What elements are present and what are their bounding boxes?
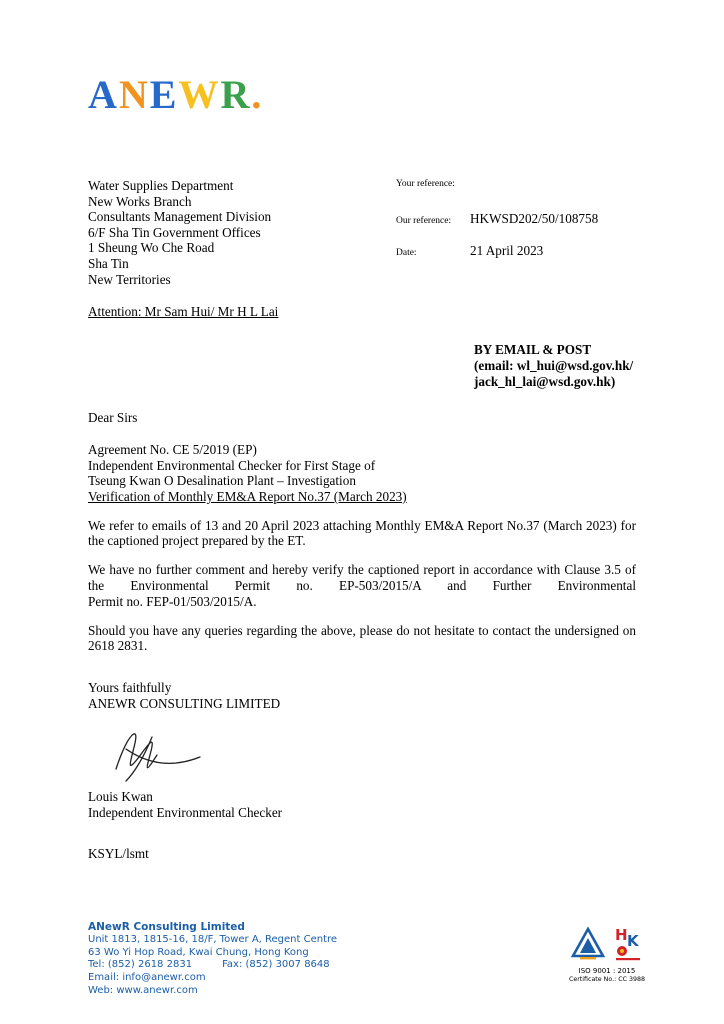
footer-web-line: [88, 985, 337, 998]
paragraph-line: Should you have any queries regarding the above, please do not hesitate to contact the undersigned on: [88, 622, 636, 638]
paragraph-line: 2618 2831.: [88, 638, 148, 654]
recipient-line: New Territories: [88, 271, 171, 287]
recipient-line: Sha Tin: [88, 255, 129, 271]
subject-line: Tseung Kwan O Desalination Plant – Investigation: [88, 473, 356, 489]
our-reference-label: Our reference:: [396, 216, 452, 226]
valediction: Yours faithfully: [88, 680, 172, 696]
subject-line: Independent Environmental Checker for First Stage of: [88, 457, 376, 473]
svg-text:H: H: [615, 926, 628, 944]
certification-text: [552, 967, 662, 984]
our-reference-value: HKWSD202/50/108758: [470, 211, 599, 226]
footer-company-name: ANewR Consulting Limited: [88, 921, 245, 933]
company-logo: [88, 72, 636, 118]
recipient-line: 1 Sheung Wo Che Road: [88, 240, 215, 256]
recipient-line: Consultants Management Division: [88, 209, 272, 225]
subject-line-underlined: Verification of Monthly EM&A Report No.37 (March 2023): [88, 488, 407, 504]
fax-label: Fax:: [222, 959, 243, 971]
certificate-number-text: Certificate No.: CC 3988: [568, 976, 646, 983]
footer-tel-fax-line: [88, 959, 337, 972]
your-reference-label: Your reference:: [396, 179, 455, 189]
certification-block: [552, 918, 662, 984]
web-value: www.anewr.com: [116, 984, 198, 996]
logo-letter-n: N: [118, 72, 150, 117]
logo-letter-r: R: [220, 72, 252, 117]
recipient-line: Water Supplies Department: [88, 178, 234, 193]
delivery-line: (email: wl_hui@wsd.gov.hk/: [474, 358, 634, 374]
date-label: Date:: [396, 248, 417, 258]
email-value: info@anewr.com: [122, 972, 206, 984]
reference-initials: KSYL/lsmt: [88, 846, 149, 862]
paragraph-line: We have no further comment and hereby verify the captioned report in accordance with Clause 3.5 of: [88, 562, 636, 578]
certification-logos: [552, 918, 662, 962]
logo-letter-w: W: [178, 72, 221, 117]
footer-address-line: 63 Wo Yi Hop Road, Kwai Chung, Hong Kong: [88, 946, 309, 958]
delivery-line: jack_hl_lai@wsd.gov.hk): [474, 374, 616, 390]
recipient-line: 6/F Sha Tin Government Offices: [88, 224, 261, 240]
date-value: 21 April 2023: [470, 243, 544, 258]
subject-line: Agreement No. CE 5/2019 (EP): [88, 442, 257, 458]
tel-value: (852) 2618 2831: [107, 959, 193, 971]
our-reference-row: [396, 211, 636, 228]
signature-scribble: [106, 721, 216, 783]
logo-letter-a: A: [88, 72, 119, 117]
your-reference-row: [396, 179, 636, 196]
body-paragraph-3: [88, 623, 636, 655]
iso-standard-text: ISO 9001 : 2015: [578, 967, 636, 975]
body-paragraph-2: [88, 562, 636, 609]
closing-block: [88, 680, 636, 711]
footer-address-line: Unit 1813, 1815-16, 18/F, Tower A, Regent Centre: [88, 933, 338, 945]
logo-dot: .: [251, 72, 264, 117]
delivery-method-block: [474, 342, 644, 390]
delivery-line: BY EMAIL & POST: [474, 342, 592, 358]
fax-value: (852) 3007 8648: [245, 959, 330, 971]
signature-image: [106, 721, 636, 783]
reference-block: [396, 178, 636, 287]
paragraph-line: the Environmental Permit no. EP-503/2015/A and Further Environmental: [88, 577, 636, 593]
signatory-title: Independent Environmental Checker: [88, 804, 283, 820]
email-label: Email:: [88, 972, 120, 984]
subject-block: [88, 442, 636, 504]
paragraph-line: We refer to emails of 13 and 20 April 2023 attaching Monthly EM&A Report No.37 (March 2023) for: [88, 517, 636, 533]
tel-label: Tel:: [88, 959, 105, 971]
date-row: [396, 243, 636, 260]
logo-letter-e: E: [149, 72, 179, 117]
hkqaa-logo: [614, 924, 644, 962]
paragraph-line: Permit no. FEP-01/503/2015/A.: [88, 593, 257, 609]
signatory-block: [88, 789, 636, 820]
svg-text:K: K: [627, 932, 639, 950]
signatory-name: Louis Kwan: [88, 789, 153, 805]
web-label: Web:: [88, 984, 114, 996]
recipient-address: [88, 178, 271, 287]
paragraph-line: the captioned project prepared by the ET.: [88, 533, 306, 549]
closing-company-name: ANEWR CONSULTING LIMITED: [88, 695, 281, 711]
address-reference-row: [88, 178, 636, 287]
letterhead-footer: [88, 921, 337, 998]
recipient-line: New Works Branch: [88, 193, 192, 209]
body-paragraph-1: [88, 518, 636, 550]
salutation: Dear Sirs: [88, 410, 138, 426]
iso-triangle-logo: [570, 926, 606, 962]
attention-line: Attention: Mr Sam Hui/ Mr H L Lai: [88, 304, 279, 320]
footer-email-line: [88, 972, 337, 985]
